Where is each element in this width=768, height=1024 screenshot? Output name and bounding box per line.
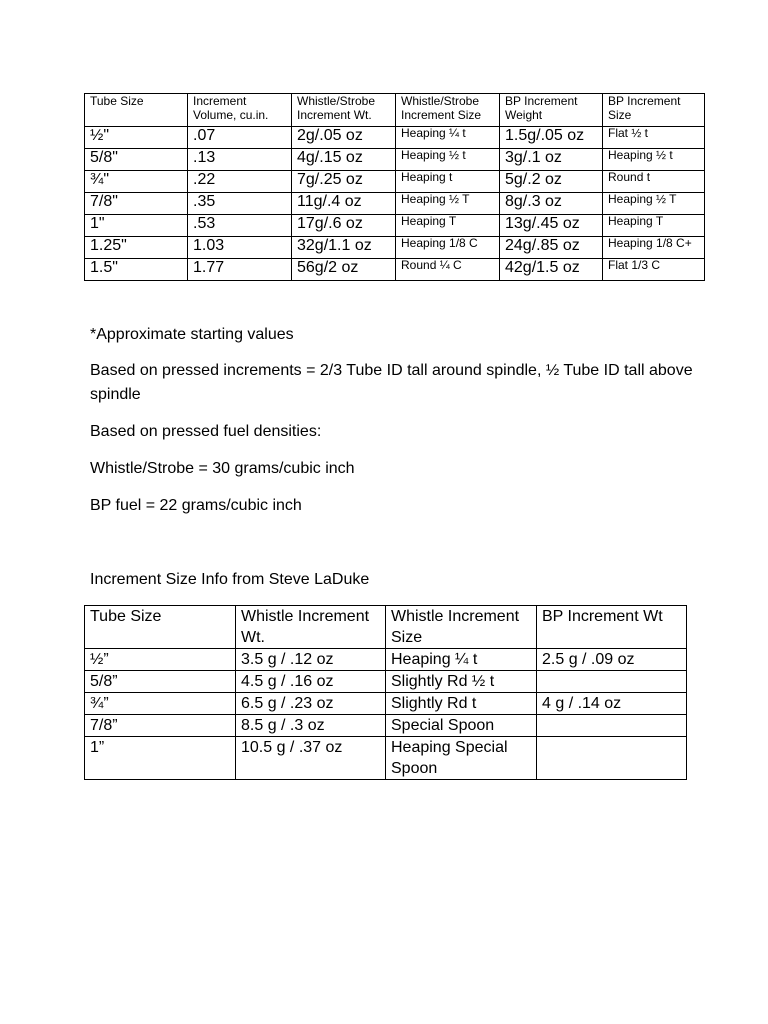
cell-bp-size: Flat ½ t [603,127,705,149]
header-tube-size: Tube Size [85,94,188,127]
cell-bp-wt: 3g/.1 oz [500,149,603,171]
table-row [85,215,705,237]
cell-tube-size: ¾” [85,693,236,715]
header-whistle-strobe-size: Whistle/Strobe Increment Size [396,94,500,127]
cell-volume: .07 [188,127,292,149]
cell-volume: .22 [188,171,292,193]
cell-bp-size: Heaping ½ t [603,149,705,171]
densities-note: Based on pressed fuel densities: [90,423,322,440]
cell-whistle-wt: 8.5 g / .3 oz [236,715,386,737]
header-tube-size: Tube Size [85,606,236,649]
cell-volume: 1.03 [188,237,292,259]
cell-tube-size: ¾" [85,171,188,193]
cell-tube-size: ½" [85,127,188,149]
increment-table [84,93,705,281]
cell-volume: .53 [188,215,292,237]
cell-tube-size: ½” [85,649,236,671]
header-whistle-strobe-wt: Whistle/Strobe Increment Wt. [292,94,396,127]
cell-whistle-size: Heaping ¼ t [396,127,500,149]
approximate-note: *Approximate starting values [90,326,294,343]
cell-whistle-wt: 2g/.05 oz [292,127,396,149]
cell-bp-wt: 8g/.3 oz [500,193,603,215]
cell-whistle-wt: 10.5 g / .37 oz [236,737,386,780]
header-increment-volume: Increment Volume, cu.in. [188,94,292,127]
cell-bp-wt [537,715,687,737]
cell-whistle-size: Heaping ½ t [396,149,500,171]
table-row [85,127,705,149]
cell-bp-wt: 5g/.2 oz [500,171,603,193]
cell-bp-wt: 1.5g/.05 oz [500,127,603,149]
increments-note: Based on pressed increments = 2/3 Tube ID tall around spindle, ½ Tube ID tall above spindle [90,362,693,403]
cell-tube-size: 5/8" [85,149,188,171]
table-header-row [85,606,687,649]
cell-bp-size: Flat 1/3 C [603,259,705,281]
cell-bp-wt: 2.5 g / .09 oz [537,649,687,671]
cell-whistle-wt: 56g/2 oz [292,259,396,281]
table-row [85,237,705,259]
whistle-density-note: Whistle/Strobe = 30 grams/cubic inch [90,460,355,477]
table-row [85,193,705,215]
cell-whistle-wt: 11g/.4 oz [292,193,396,215]
cell-bp-wt: 24g/.85 oz [500,237,603,259]
table-header-row [85,94,705,127]
cell-whistle-size: Heaping Special Spoon [386,737,537,780]
cell-bp-size: Round t [603,171,705,193]
cell-volume: .13 [188,149,292,171]
table-row [85,715,687,737]
cell-bp-wt: 13g/.45 oz [500,215,603,237]
table-row [85,259,705,281]
table-row [85,171,705,193]
bp-density-note: BP fuel = 22 grams/cubic inch [90,497,302,514]
cell-tube-size: 5/8” [85,671,236,693]
header-whistle-size: Whistle Increment Size [386,606,537,649]
cell-whistle-size: Heaping T [396,215,500,237]
cell-tube-size: 7/8” [85,715,236,737]
laduke-table [84,605,687,780]
header-bp-size: BP Increment Size [603,94,705,127]
cell-whistle-size: Heaping ¼ t [386,649,537,671]
cell-tube-size: 1.25" [85,237,188,259]
laduke-heading: Increment Size Info from Steve LaDuke [90,571,370,588]
header-bp-weight: BP Increment Weight [500,94,603,127]
cell-volume: 1.77 [188,259,292,281]
cell-tube-size: 1.5" [85,259,188,281]
cell-tube-size: 1” [85,737,236,780]
cell-bp-wt: 42g/1.5 oz [500,259,603,281]
cell-bp-size: Heaping 1/8 C+ [603,237,705,259]
cell-whistle-wt: 7g/.25 oz [292,171,396,193]
header-whistle-wt: Whistle Increment Wt. [236,606,386,649]
cell-bp-size: Heaping T [603,215,705,237]
cell-bp-wt [537,737,687,780]
table-row [85,671,687,693]
cell-bp-wt: 4 g / .14 oz [537,693,687,715]
table-row [85,149,705,171]
cell-bp-size: Heaping ½ T [603,193,705,215]
cell-volume: .35 [188,193,292,215]
cell-whistle-size: Slightly Rd ½ t [386,671,537,693]
cell-whistle-size: Slightly Rd t [386,693,537,715]
cell-whistle-wt: 6.5 g / .23 oz [236,693,386,715]
cell-whistle-wt: 32g/1.1 oz [292,237,396,259]
cell-whistle-wt: 17g/.6 oz [292,215,396,237]
cell-whistle-size: Heaping ½ T [396,193,500,215]
cell-tube-size: 7/8" [85,193,188,215]
cell-whistle-size: Special Spoon [386,715,537,737]
cell-whistle-size: Heaping 1/8 C [396,237,500,259]
cell-whistle-wt: 4g/.15 oz [292,149,396,171]
cell-whistle-size: Heaping t [396,171,500,193]
table-row [85,649,687,671]
table-row [85,693,687,715]
table-row [85,737,687,780]
cell-bp-wt [537,671,687,693]
cell-whistle-wt: 4.5 g / .16 oz [236,671,386,693]
cell-tube-size: 1" [85,215,188,237]
cell-whistle-size: Round ¼ C [396,259,500,281]
header-bp-wt: BP Increment Wt [537,606,687,649]
cell-whistle-wt: 3.5 g / .12 oz [236,649,386,671]
